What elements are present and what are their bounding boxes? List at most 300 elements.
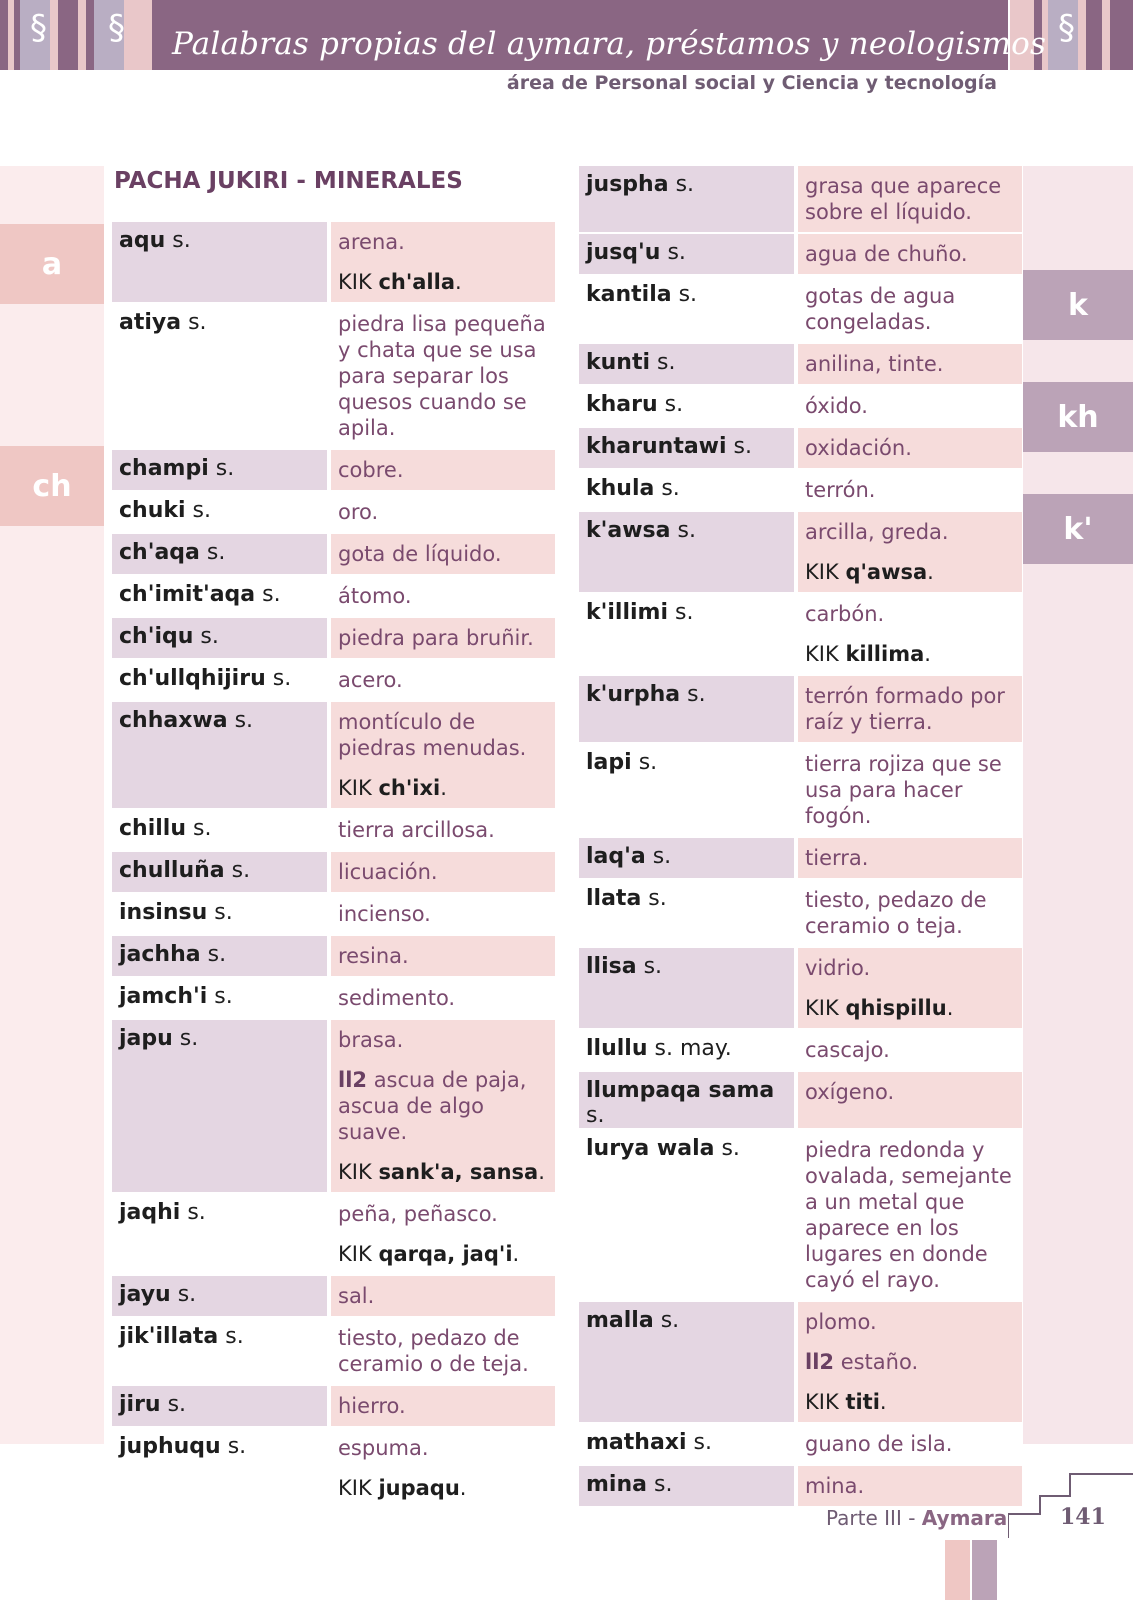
dictionary-entry <box>579 676 1022 742</box>
headword: jayu <box>119 1282 171 1307</box>
spiral-ornament-icon: § <box>1058 8 1075 48</box>
definition: espuma. <box>338 1436 429 1460</box>
dictionary-entry <box>112 894 555 934</box>
definition: tiesto, pedazo de ceramio o teja. <box>805 888 987 938</box>
entry-headword-cell <box>579 470 794 510</box>
variant-tail: . <box>538 1160 545 1184</box>
entry-headword-cell <box>579 512 794 592</box>
entry-definitions <box>331 1020 555 1192</box>
entry-headword-cell <box>112 1428 327 1508</box>
variant-label: KIK <box>338 776 372 800</box>
part-of-speech: s. <box>177 1282 197 1307</box>
variant-word: q'awsa <box>845 560 928 584</box>
definition <box>331 768 555 808</box>
variant-word: titi <box>845 1390 880 1414</box>
entry-definitions <box>798 344 1022 384</box>
part-of-speech: s. <box>586 1103 605 1128</box>
definition: tiesto, pedazo de ceramio o de teja. <box>338 1326 529 1376</box>
entry-definitions <box>798 594 1022 674</box>
headword: ch'aqa <box>119 540 200 565</box>
dictionary-entry <box>112 304 555 448</box>
definition: arena. <box>338 230 405 254</box>
headword: kantila <box>586 282 672 307</box>
part-of-speech: s. <box>660 1308 680 1333</box>
dictionary-entry <box>112 702 555 808</box>
footer-part-label <box>826 1506 1007 1530</box>
entry-definitions <box>798 386 1022 426</box>
entry-headword-cell <box>112 702 327 808</box>
definition: óxido. <box>805 394 868 418</box>
definition: terrón formado por raíz y tierra. <box>805 684 1005 734</box>
dictionary-entry <box>112 852 555 892</box>
part-of-speech: s. <box>215 456 235 481</box>
definition <box>798 552 1022 592</box>
definition: terrón. <box>805 478 876 502</box>
entry-definitions <box>798 1130 1022 1300</box>
headword: llumpaqa sama <box>586 1078 775 1103</box>
entry-definitions <box>331 450 555 490</box>
headword: chhaxwa <box>119 708 228 733</box>
variant-reference <box>338 776 447 800</box>
entry-headword-cell <box>112 852 327 892</box>
dictionary-column-right <box>579 166 1022 1508</box>
headword: japu <box>119 1026 173 1051</box>
variant-tail: . <box>459 1476 467 1500</box>
letter-tab-ch[interactable]: ch <box>0 446 104 526</box>
sense-variant <box>338 1068 526 1144</box>
variant-reference <box>805 996 953 1020</box>
definition: cascajo. <box>805 1038 890 1062</box>
headword: laq'a <box>586 844 646 869</box>
variant-label: KIK <box>805 642 839 666</box>
definition: grasa que aparece sobre el líquido. <box>805 174 1002 224</box>
definition <box>331 1152 555 1192</box>
definition: tierra rojiza que se usa para hacer fogón. <box>805 752 1002 828</box>
headword: jachha <box>119 942 201 967</box>
headword: atiya <box>119 310 182 335</box>
dictionary-entry <box>112 618 555 658</box>
entry-definitions <box>331 1428 555 1508</box>
part-of-speech: s. <box>172 228 191 253</box>
entry-definitions <box>331 894 555 934</box>
entry-headword-cell <box>579 838 794 878</box>
variant-reference <box>338 1160 545 1184</box>
entry-definitions <box>331 702 555 808</box>
definition: resina. <box>338 944 409 968</box>
entry-headword-cell <box>579 1030 794 1070</box>
dictionary-entry <box>112 534 555 574</box>
entry-definitions <box>798 1030 1022 1070</box>
entry-headword-cell <box>579 234 794 274</box>
part-of-speech: s. <box>733 434 753 459</box>
part-of-speech: s. <box>643 954 663 979</box>
entry-definitions <box>798 512 1022 592</box>
entry-headword-cell <box>112 894 327 934</box>
dictionary-entry <box>112 1194 555 1274</box>
headword: jaqhi <box>119 1200 181 1225</box>
headword: ch'imit'aqa <box>119 582 256 607</box>
variant-reference <box>805 560 934 584</box>
variant-label: KIK <box>338 1242 372 1266</box>
spiral-ornament-icon: § <box>108 8 125 48</box>
dictionary-column-left <box>112 222 555 1510</box>
headword: lurya wala <box>586 1136 715 1161</box>
entry-headword-cell <box>112 576 327 616</box>
part-of-speech: s. <box>661 476 680 501</box>
entry-definitions <box>798 234 1022 274</box>
entry-headword-cell <box>579 166 794 232</box>
definition: oxígeno. <box>805 1080 895 1104</box>
entry-headword-cell <box>112 1386 327 1426</box>
headword: k'illimi <box>586 600 668 625</box>
definition: cobre. <box>338 458 404 482</box>
page-subtitle: área de Personal social y Ciencia y tecnología <box>506 72 997 94</box>
part-of-speech: s. <box>262 582 281 607</box>
sense-text: ascua de paja, ascua de algo suave. <box>338 1068 527 1144</box>
entry-headword-cell <box>112 534 327 574</box>
definition <box>331 1060 555 1152</box>
footer-bar <box>972 1540 997 1600</box>
dictionary-entry <box>579 234 1022 274</box>
entry-headword-cell <box>579 744 794 836</box>
definition: piedra lisa pequeña y chata que se usa para separar los quesos cuando se apila. <box>338 312 546 440</box>
entry-definitions <box>331 618 555 658</box>
entry-headword-cell <box>112 810 327 850</box>
entry-headword-cell <box>579 1072 794 1128</box>
variant-tail: . <box>440 776 447 800</box>
entry-headword-cell <box>112 1020 327 1192</box>
definition: tierra. <box>805 846 869 870</box>
variant-word: ch'alla <box>378 270 456 294</box>
definition: brasa. <box>338 1028 404 1052</box>
definition <box>331 1468 555 1508</box>
headword: juspha <box>586 172 669 197</box>
part-of-speech: s. <box>675 600 694 625</box>
part-of-speech: s. <box>653 1472 673 1497</box>
variant-label: KIK <box>805 996 839 1020</box>
part-of-speech: s. <box>648 886 667 911</box>
headword: ch'iqu <box>119 624 194 649</box>
part-of-speech: s. <box>214 900 233 925</box>
headword: mathaxi <box>586 1430 687 1455</box>
headword: lapi <box>586 750 632 775</box>
headword: k'awsa <box>586 518 671 543</box>
entry-definitions <box>798 1302 1022 1422</box>
entry-headword-cell <box>579 344 794 384</box>
dictionary-entry <box>112 1020 555 1192</box>
part-of-speech: s. <box>206 540 226 565</box>
definition: sal. <box>338 1284 375 1308</box>
dictionary-entry <box>579 838 1022 878</box>
dictionary-entry <box>579 1424 1022 1464</box>
dictionary-entry <box>579 1130 1022 1300</box>
part-of-speech: s. <box>657 350 676 375</box>
entry-definitions <box>798 1424 1022 1464</box>
definition: peña, peñasco. <box>338 1202 498 1226</box>
variant-tail: . <box>512 1242 520 1266</box>
entry-definitions <box>331 852 555 892</box>
headword: ch'ullqhijiru <box>119 666 266 691</box>
entry-headword-cell <box>579 880 794 946</box>
entry-definitions <box>331 576 555 616</box>
definition: gotas de agua congeladas. <box>805 284 956 334</box>
entry-headword-cell <box>579 1130 794 1300</box>
dictionary-entry <box>112 492 555 532</box>
headword: llata <box>586 886 642 911</box>
entry-headword-cell <box>112 492 327 532</box>
entry-definitions <box>331 304 555 448</box>
entry-headword-cell <box>112 450 327 490</box>
dictionary-entry <box>579 428 1022 468</box>
definition: oro. <box>338 500 379 524</box>
dictionary-entry <box>579 344 1022 384</box>
variant-label: KIK <box>338 1476 372 1500</box>
page-header <box>0 0 1133 72</box>
dictionary-entry <box>579 948 1022 1028</box>
entry-definitions <box>798 1466 1022 1506</box>
entry-headword-cell <box>579 1466 794 1506</box>
headword: aqu <box>119 228 166 253</box>
entry-definitions <box>798 948 1022 1028</box>
part-of-speech: s. <box>207 942 227 967</box>
definition <box>798 634 1022 674</box>
decorative-stripes-left <box>0 0 152 70</box>
dictionary-entry <box>579 1466 1022 1506</box>
entry-headword-cell <box>112 222 327 302</box>
part-of-speech: s. <box>234 708 254 733</box>
dictionary-entry <box>579 880 1022 946</box>
entry-definitions <box>331 1194 555 1274</box>
dictionary-entry <box>112 1318 555 1384</box>
entry-definitions <box>331 810 555 850</box>
entry-definitions <box>331 1276 555 1316</box>
definition: plomo. <box>805 1310 877 1334</box>
variant-tail: . <box>946 996 954 1020</box>
part-of-speech: s. <box>227 1434 247 1459</box>
headword: mina <box>586 1472 647 1497</box>
dictionary-entry <box>112 1276 555 1316</box>
definition: carbón. <box>805 602 885 626</box>
part-of-speech: s. <box>179 1026 199 1051</box>
spiral-ornament-icon: § <box>30 8 47 48</box>
part-of-speech: s. <box>721 1136 740 1161</box>
definition: acero. <box>338 668 403 692</box>
definition: agua de chuño. <box>805 242 968 266</box>
part-of-speech: s. <box>200 624 219 649</box>
part-of-speech: s. <box>664 392 684 417</box>
entry-headword-cell <box>112 304 327 448</box>
definition: hierro. <box>338 1394 406 1418</box>
definition: montículo de piedras menudas. <box>338 710 527 760</box>
part-of-speech: s. <box>214 984 233 1009</box>
entry-headword-cell <box>579 428 794 468</box>
headword: k'urpha <box>586 682 681 707</box>
headword: chuki <box>119 498 186 523</box>
variant-word: qhispillu <box>845 996 947 1020</box>
entry-definitions <box>798 744 1022 836</box>
dictionary-entry <box>579 166 1022 232</box>
variant-reference <box>805 642 931 666</box>
part-of-speech: s. <box>272 666 292 691</box>
entry-definitions <box>331 534 555 574</box>
left-margin-band <box>0 166 104 1444</box>
dictionary-entry <box>112 936 555 976</box>
right-margin-band <box>1023 166 1133 1444</box>
letter-tab-kh[interactable]: kh <box>1023 382 1133 452</box>
dictionary-entry <box>579 276 1022 342</box>
headword: champi <box>119 456 209 481</box>
definition: incienso. <box>338 902 431 926</box>
section-heading: PACHA JUKIRI - MINERALES <box>114 168 463 194</box>
variant-label: KIK <box>805 1390 839 1414</box>
variant-reference <box>338 1476 466 1500</box>
headword: jusq'u <box>586 240 661 265</box>
part-of-speech: s. <box>188 310 207 335</box>
part-of-speech: s. <box>167 1392 187 1417</box>
variant-word: sank'a, sansa <box>378 1160 539 1184</box>
entry-headword-cell <box>112 1194 327 1274</box>
footer-bar <box>945 1540 970 1600</box>
definition: licuación. <box>338 860 438 884</box>
dictionary-entry <box>579 512 1022 592</box>
variant-word: ch'ixi <box>378 776 441 800</box>
part-of-speech: s. <box>693 1430 712 1455</box>
dictionary-entry <box>112 1386 555 1426</box>
dictionary-entry <box>112 810 555 850</box>
definition: mina. <box>805 1474 865 1498</box>
entry-headword-cell <box>112 1276 327 1316</box>
entry-definitions <box>331 492 555 532</box>
variant-tail: . <box>879 1390 887 1414</box>
definition: arcilla, greda. <box>805 520 949 544</box>
part-of-speech: s. <box>687 682 706 707</box>
headword: chillu <box>119 816 186 841</box>
variant-reference <box>338 270 462 294</box>
dictionary-entry <box>112 660 555 700</box>
part-of-speech: s. <box>187 1200 206 1225</box>
variant-label: KIK <box>338 1160 372 1184</box>
variant-reference <box>338 1242 519 1266</box>
variant-word: jupaqu <box>378 1476 460 1500</box>
headword: juphuqu <box>119 1434 221 1459</box>
entry-definitions <box>798 276 1022 342</box>
page-number: 141 <box>1060 1504 1106 1530</box>
part-of-speech: s. <box>193 816 212 841</box>
dictionary-entry <box>112 450 555 490</box>
entry-headword-cell <box>579 676 794 742</box>
dictionary-entry <box>579 744 1022 836</box>
part-of-speech: s. <box>677 518 696 543</box>
sense-label: ll2 <box>338 1068 368 1092</box>
headword: kharuntawi <box>586 434 727 459</box>
definition: átomo. <box>338 584 412 608</box>
headword: chulluña <box>119 858 225 883</box>
entry-definitions <box>798 470 1022 510</box>
sense-variant <box>805 1350 918 1374</box>
entry-headword-cell <box>112 936 327 976</box>
entry-definitions <box>331 1386 555 1426</box>
headword: kharu <box>586 392 658 417</box>
definition: vidrio. <box>805 956 871 980</box>
letter-tab-k-apostrophe[interactable]: k' <box>1023 494 1133 564</box>
entry-definitions <box>331 660 555 700</box>
footer-part: Parte III - <box>826 1506 922 1530</box>
definition <box>798 1382 1022 1422</box>
variant-label: KIK <box>338 270 372 294</box>
definition: piedra para bruñir. <box>338 626 534 650</box>
part-of-speech: s. <box>638 750 658 775</box>
definition: guano de isla. <box>805 1432 953 1456</box>
entry-headword-cell <box>579 386 794 426</box>
variant-tail: . <box>455 270 462 294</box>
dictionary-entry <box>112 978 555 1018</box>
entry-definitions <box>798 880 1022 946</box>
entry-definitions <box>331 978 555 1018</box>
variant-tail: . <box>924 642 931 666</box>
headword: jiru <box>119 1392 161 1417</box>
dictionary-entry <box>579 1072 1022 1128</box>
headword: kunti <box>586 350 651 375</box>
variant-tail: . <box>927 560 934 584</box>
variant-word: qarqa, jaq'i <box>378 1242 513 1266</box>
dictionary-entry <box>579 594 1022 674</box>
definition <box>798 1342 1022 1382</box>
sense-text: estaño. <box>834 1350 919 1374</box>
headword: insinsu <box>119 900 208 925</box>
definition: piedra redonda y ovalada, semejante a un metal que aparece en los lugares en donde cayó el rayo. <box>805 1138 1012 1292</box>
footer-language: Aymara <box>921 1506 1008 1530</box>
definition: oxidación. <box>805 436 912 460</box>
dictionary-entry <box>579 1030 1022 1070</box>
dictionary-entry <box>579 1302 1022 1422</box>
dictionary-entry <box>112 222 555 302</box>
part-of-speech: s. <box>225 1324 244 1349</box>
definition <box>331 262 555 302</box>
part-of-speech: s. <box>652 844 672 869</box>
headword: llullu <box>586 1036 648 1061</box>
letter-tab-a[interactable]: a <box>0 224 104 304</box>
entry-headword-cell <box>112 1318 327 1384</box>
dictionary-entry <box>579 470 1022 510</box>
part-of-speech: s. <box>192 498 212 523</box>
entry-headword-cell <box>579 1424 794 1464</box>
headword: jik'illata <box>119 1324 219 1349</box>
definition <box>798 988 1022 1028</box>
variant-reference <box>805 1390 887 1414</box>
variant-label: KIK <box>805 560 839 584</box>
headword: jamch'i <box>119 984 208 1009</box>
entry-definitions <box>798 166 1022 232</box>
letter-tab-k[interactable]: k <box>1023 270 1133 340</box>
dictionary-entry <box>112 576 555 616</box>
entry-definitions <box>798 838 1022 878</box>
sense-label: ll2 <box>805 1350 835 1374</box>
part-of-speech: s. <box>678 282 698 307</box>
entry-definitions <box>331 222 555 302</box>
entry-headword-cell <box>112 660 327 700</box>
entry-headword-cell <box>579 948 794 1028</box>
entry-definitions <box>331 1318 555 1384</box>
part-of-speech: s. <box>667 240 686 265</box>
dictionary-entry <box>579 386 1022 426</box>
part-of-speech: s. may. <box>654 1036 732 1061</box>
part-of-speech: s. <box>675 172 695 197</box>
entry-definitions <box>331 936 555 976</box>
entry-headword-cell <box>579 1302 794 1422</box>
definition: anilina, tinte. <box>805 352 944 376</box>
entry-definitions <box>798 1072 1022 1128</box>
part-of-speech: s. <box>231 858 251 883</box>
